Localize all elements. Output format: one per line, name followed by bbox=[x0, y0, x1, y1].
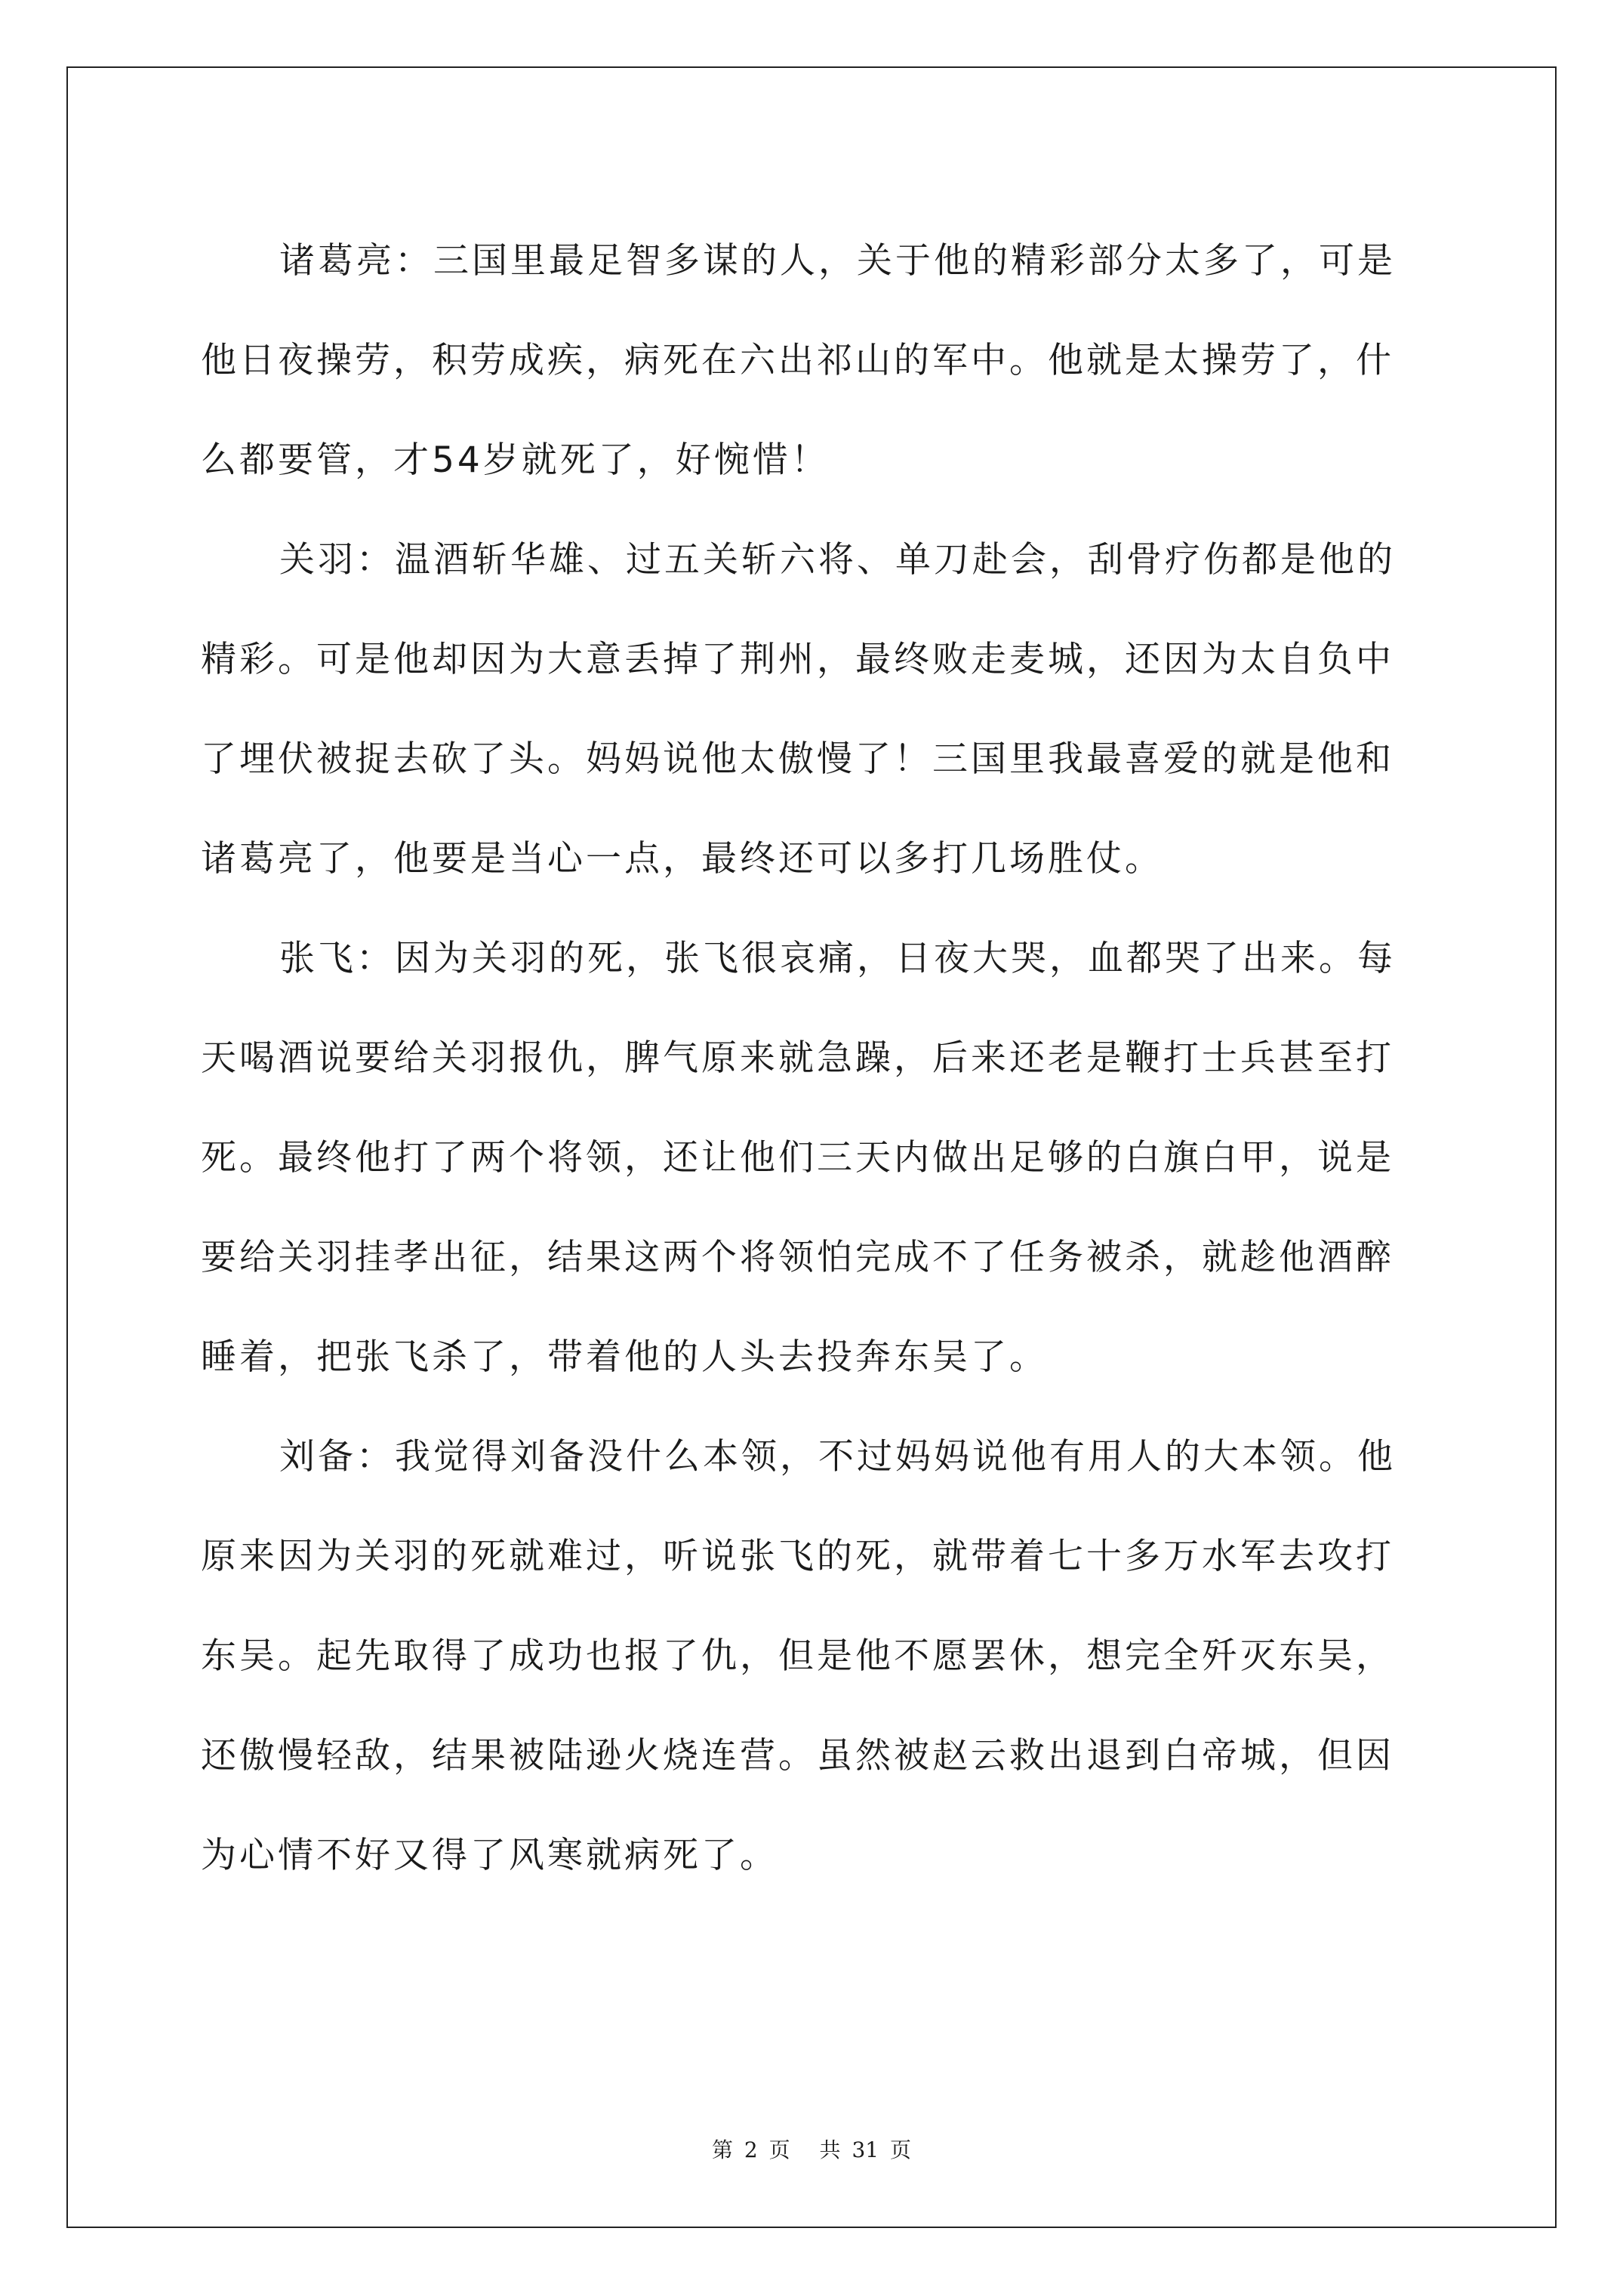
paragraph-zhang-fei: 张飞：因为关羽的死，张飞很哀痛，日夜大哭，血都哭了出来。每天喝酒说要给关羽报仇，脾气原来就急躁，后来还老是鞭打士兵甚至打死。最终他打了两个将领，还让他们三天内做出足够的白旗白甲，说是要给关羽挂孝出征，结果这两个将领怕完成不了任务被杀，就趁他酒醉睡着，把张飞杀了，带着他的人头去投奔东吴了。 bbox=[201, 938, 1396, 1378]
page-footer bbox=[0, 2134, 1623, 2164]
page-total: 共 31 页 bbox=[819, 2137, 911, 2162]
paragraph-liu-bei: 刘备：我觉得刘备没什么本领，不过妈妈说他有用人的大本领。他原来因为关羽的死就难过，听说张飞的死，就带着七十多万水军去攻打东吴。起先取得了成功也报了仇，但是他不愿罢休，想完全歼灭东吴，还傲慢轻敌，结果被陆逊火烧连营。虽然被赵云救出退到白帝城，但因为心情不好又得了风寒就病死了。 bbox=[201, 1436, 1396, 1876]
document-body bbox=[201, 211, 1424, 1906]
page-number: 第 2 页 bbox=[712, 2137, 790, 2162]
paragraph-zhuge-liang: 诸葛亮：三国里最足智多谋的人，关于他的精彩部分太多了，可是他日夜操劳，积劳成疾，病死在六出祁山的军中。他就是太操劳了，什么都要管，才54岁就死了，好惋惜！ bbox=[201, 240, 1396, 481]
paragraph-guan-yu: 关羽：温酒斩华雄、过五关斩六将、单刀赴会，刮骨疗伤都是他的精彩。可是他却因为大意丢掉了荆州，最终败走麦城，还因为太自负中了埋伏被捉去砍了头。妈妈说他太傲慢了！三国里我最喜爱的就是他和诸葛亮了，他要是当心一点，最终还可以多打几场胜仗。 bbox=[201, 539, 1396, 880]
